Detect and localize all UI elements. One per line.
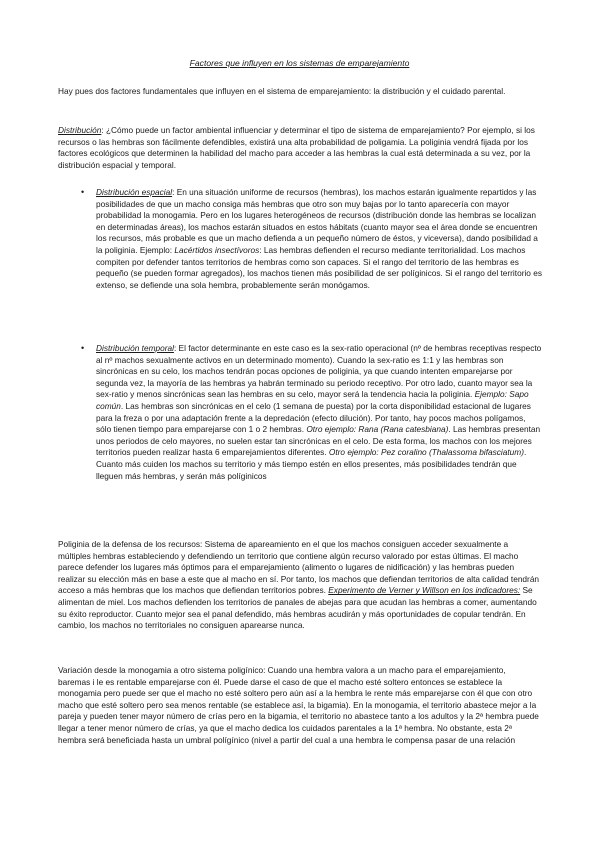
- resource-defense-text: Poliginia de la defensa de los recursos: Sistema de apareamiento en el que los machos consiguen acceder sexualmente a múltiples hembras estableciendo y defendiendo un territorio que contiene algún recurso valorado por estas últimas. El macho parece defender los lugares más óptimos para el emparejamiento (alimento o lugares de nidificación) y las hembras pueden realizar su elección más en base a este que al macho en sí. Por tanto, los machos que defiendan territorios de alta calidad tendrán acceso a más hembras que los machos que defiendan territorios pobres.: [58, 539, 540, 596]
- bullet-example: Lacértidos insectívoros: [174, 244, 260, 255]
- bullet-text: : El factor determinante en este caso es la sex-ratio operacional (nº de hembras receptivas respecto al nº machos sexualmente activos en un determinado momento). Cuando la sex-ratio es 1:1 y las hembras son sincrónicas en su celo, los machos tendrán pocas opciones de poliginia, ya que cuando intenten emparejarse por segunda vez, la mayoría de las hembras ya habrán terminado su periodo receptivo. Por otro lado, cuanto mayor sea la sex-ratio y menos sincrónicas sean las hembras en su celo, mayor será la tendencia hacia la poliginia.: [96, 343, 542, 400]
- bullet-example-2: Otro ejemplo: Rana (Rana catesbiana): [306, 424, 449, 435]
- bullet-temporal-distribution: [81, 343, 542, 482]
- resource-defense-paragraph: [58, 539, 540, 632]
- bullet-example-3: Otro ejemplo: Pez coralino (Thalassoma bifasciatum): [328, 447, 524, 458]
- distribution-label: Distribución: [58, 125, 102, 135]
- variation-paragraph: Variación desde la monogamia a otro sistema poligínico: Cuando una hembra valora a un macho para el emparejamiento, baremas i le es rentable emparejarse con él. Puede darse el caso de que el macho esté soltero entonces se establece la monogamia pero puede ser que el macho no esté soltero pero aún así a la hembra le rente más emparejarse con él que con otro macho que esté soltero pero sea menos rentable (se establece así, la bigamia). En la monogamia, el territorio abastece mejor a la pareja y pueden tener mayor número de crías pero en la bigamia, el territorio no abastece tanto a los adultos y la 2ª hembra puede llegar a tener menor número de crías, ya que el macho dedica los cuidados parentales a la 1ª hembra. No obstante, esta 2ª hembra será beneficiada hasta un umbral polígínico (nivel a partir del cual a una hembra le compensa pasar de una relación: [58, 665, 539, 745]
- intro-paragraph: Hay pues dos factores fundamentales que influyen en el sistema de emparejamiento: la distribución y el cuidado parental.: [58, 86, 506, 96]
- bullet-text-continued-3: . Cuanto más cuiden los machos su territorio y más tiempo estén en ellos presentes, más posibilidades tendrán que lleguen más hembras, y serán más políginicos: [96, 447, 527, 481]
- bullet-text-continued: . Las hembras son sincrónicas en el celo (1 semana de puesta) por la corta disponibilidad estacional de lugares para la freza o por una adaptación frente a la depredación (efecto dilución). Por tanto, hay pocos machos polígamos, sólo tienen tiempo para emparejarse con 1 o 2 hembras.: [96, 400, 531, 435]
- bullet-label: Distribución espacial: [96, 187, 173, 197]
- distribution-paragraph: [58, 125, 540, 171]
- bullet-label: Distribución temporal: [96, 343, 174, 353]
- bullet-dot-icon: •: [81, 343, 85, 353]
- distribution-text: : ¿Cómo puede un factor ambiental influenciar y determinar el tipo de sistema de emparejamiento? Por ejemplo, si los recursos o las hembras son fácilmente defendibles, existirá una alta probabilidad de poligamia. La poliginia vendrá fijada por los factores ecológicos que determinen la habilidad del macho para acceder a las hembras la cual está determinada a su vez, por la distribución espacial y temporal.: [58, 125, 535, 170]
- bullet-example: Ejemplo: Sapo común: [96, 389, 529, 411]
- bullet-dot-icon: •: [81, 187, 85, 197]
- experiment-label: Experimento de Verner y Willson en los indicadores:: [328, 585, 521, 596]
- document-title: Factores que influyen en los sistemas de emparejamiento: [189, 58, 410, 68]
- bullet-text-continued-2: . Las hembras presentan unos periodos de celo mayores, no suelen estar tan sincrónicas en el celo. De esta forma, los machos con los mejores territorios pueden realizar hasta 6 emparejamientos diferentes.: [96, 424, 541, 458]
- bullet-text-continued: : Las hembras defienden el recurso mediante territorialidad. Los machos compiten por defender tantos territorios de hembras como son capaces. Si el rango del territorio de las hembras es pequeño (se pueden formar agregados), los machos tienen más posibilidad de ser políginicos. Si el rango del territorio es extenso, se defiende una sola hembra, probablemente serán monógamos.: [96, 244, 542, 290]
- resource-defense-text-continued: Se alimentan de miel. Los machos defienden los territorios de panales de abejas para que acudan las hembras a comer, aumentando su éxito reproductor. Cuanto mejor sea el panal defendido, más hembras acudirán y más oportunidades de copular tendrán. En cambio, los machos no territoriales no consiguen aparearse nunca.: [58, 585, 537, 631]
- bullet-text: : En una situación uniforme de recursos (hembras), los machos estarán igualmente repartidos y las posibilidades de que un macho consiga más hembras que otro son muy bajas por lo tanto aparecería con mayor probabilidad la monogamia. Pero en los lugares heterogéneos de recursos (distribución donde las hembras se localizan en determinadas áreas), los machos estarán situados en estos hábitats (cuanto mayor sea el área donde se encuentren los recursos, más probable es que un macho defienda a un pequeño número de éstos, y viceversa), dando posibilidad a la poliginia. Ejemplo:: [96, 187, 538, 255]
- bullet-spatial-distribution: [81, 187, 542, 291]
